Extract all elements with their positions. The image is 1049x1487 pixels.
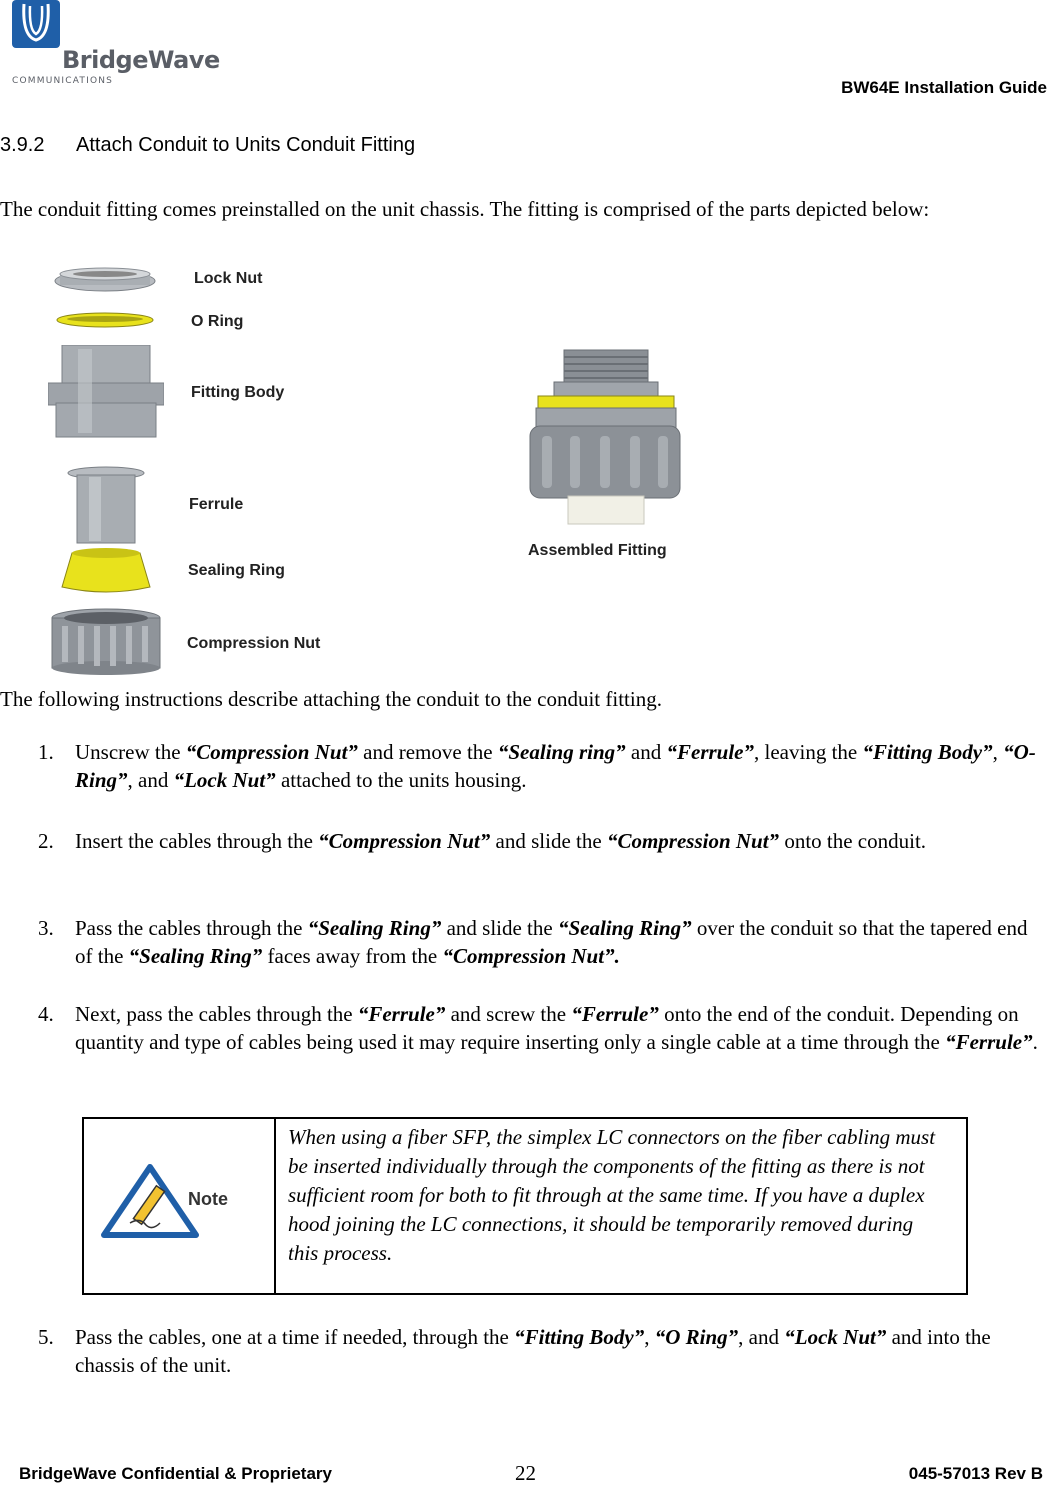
step-text: Unscrew the “Compression Nut” and remove the “Sealing ring” and “Ferrule”, leaving the “Fitting Body”, “O-Ring”, and “Lock Nut” attached to the units housing. bbox=[75, 740, 1036, 792]
note-text: When using a fiber SFP, the simplex LC connectors on the fiber cabling must be inserted individually through the components of the fitting as there is not sufficient room for both to fit through at the same time. If you have a duplex hood joining the LC connections, it should be temporarily removed during this process. bbox=[288, 1125, 936, 1265]
note-box bbox=[82, 1117, 968, 1295]
document-title: BW64E Installation Guide bbox=[841, 78, 1047, 97]
note-pencil-icon bbox=[100, 1163, 200, 1239]
step-number: 2. bbox=[38, 829, 54, 853]
logo-wordmark: BridgeWave bbox=[62, 46, 220, 74]
fitting-body-label: Fitting Body bbox=[191, 384, 285, 401]
parts-figure bbox=[0, 260, 720, 680]
assembled-fitting-image bbox=[528, 348, 682, 526]
footer-doc-number: 045-57013 Rev B bbox=[908, 1464, 1043, 1483]
fitting-body-image bbox=[48, 345, 164, 440]
sealing-ring-image bbox=[60, 547, 152, 595]
ferrule-image bbox=[65, 465, 147, 545]
lock-nut-image bbox=[52, 265, 158, 295]
section-number: 3.9.2 bbox=[0, 134, 45, 156]
sealing-ring-label: Sealing Ring bbox=[188, 562, 285, 579]
logo-mark-icon bbox=[10, 0, 62, 50]
footer-confidential: BridgeWave Confidential & Proprietary bbox=[19, 1464, 332, 1483]
ferrule-label: Ferrule bbox=[189, 496, 244, 513]
page-number: 22 bbox=[515, 1461, 536, 1485]
step-text: Pass the cables through the “Sealing Ring” and slide the “Sealing Ring” over the conduit so that the tapered end of the “Sealing Ring” faces away from the “Compression Nut”. bbox=[75, 916, 1028, 968]
assembled-fitting-label: Assembled Fitting bbox=[528, 542, 667, 559]
section-heading bbox=[0, 134, 415, 157]
step-number: 5. bbox=[38, 1325, 54, 1349]
step-number: 4. bbox=[38, 1002, 54, 1026]
lock-nut-label: Lock Nut bbox=[194, 270, 263, 287]
step-text: Pass the cables, one at a time if needed, through the “Fitting Body”, “O Ring”, and “Lock Nut” and into the chassis of the unit. bbox=[75, 1325, 991, 1377]
logo-subtitle: COMMUNICATIONS bbox=[12, 76, 114, 86]
step-number: 3. bbox=[38, 916, 54, 940]
note-icon-cell bbox=[84, 1119, 276, 1293]
o-ring-image bbox=[55, 310, 155, 330]
compression-nut-label: Compression Nut bbox=[187, 635, 321, 652]
step-text: Next, pass the cables through the “Ferrule” and screw the “Ferrule” onto the end of the conduit. Depending on quantity and type of cables being used it may require inserting only a single cable at a time through the “Ferrule”. bbox=[75, 1002, 1038, 1054]
o-ring-label: O Ring bbox=[191, 313, 244, 330]
intro-paragraph: The conduit fitting comes preinstalled on the unit chassis. The fitting is comprised of the parts depicted below: bbox=[0, 197, 930, 221]
section-title: Attach Conduit to Units Conduit Fitting bbox=[76, 134, 416, 156]
instructions-intro: The following instructions describe attaching the conduit to the conduit fitting. bbox=[0, 687, 662, 711]
step-text: Insert the cables through the “Compression Nut” and slide the “Compression Nut” onto the conduit. bbox=[75, 829, 927, 853]
compression-nut-image bbox=[48, 608, 164, 676]
step-number: 1. bbox=[38, 740, 54, 764]
note-icon-label: Note bbox=[188, 1189, 228, 1209]
